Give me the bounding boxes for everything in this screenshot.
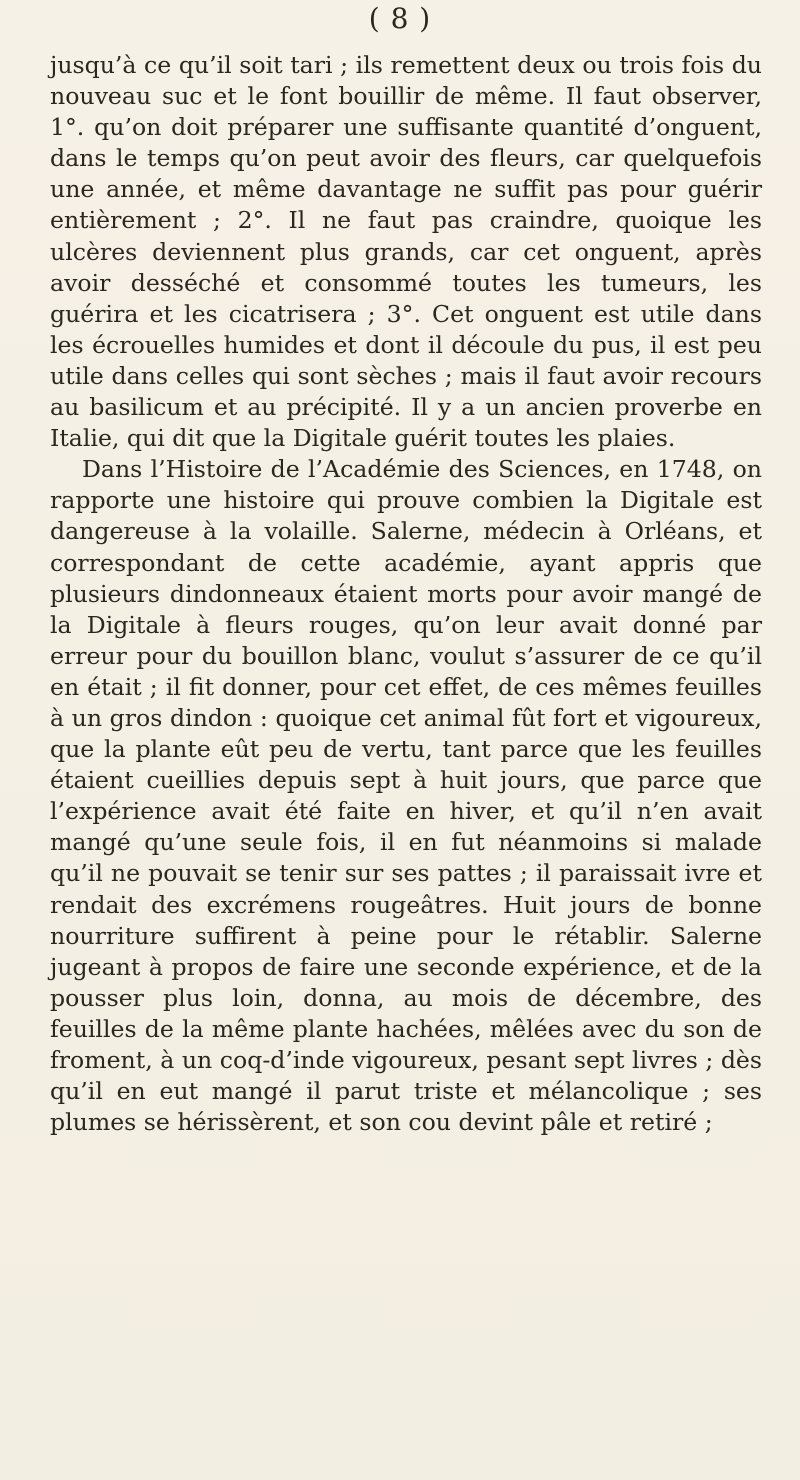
page-number: ( 8 ) (368, 2, 432, 35)
page-body (50, 50, 762, 1138)
paragraph-academie: Dans l’Histoire de l’Académie des Sciences, en 1748, on rapporte une histoire qui prouve combien la Digitale est dangereuse à la volaille. Salerne, médecin à Orléans, et correspondant de cette académie, ayant appris que plusieurs dindonneaux étaient morts pour avoir mangé de la Digitale à fleurs rouges, qu’on leur avait donné par erreur pour du bouillon blanc, voulut s’assurer de ce qu’il en était ; il fit donner, pour cet effet, de ces mêmes feuilles à un gros dindon : quoique cet animal fût fort et vigoureux, que la plante eût peu de vertu, tant parce que les feuilles étaient cueillies depuis sept à huit jours, que parce que l’expérience avait été faite en hiver, et qu’il n’en avait mangé qu’une seule fois, il en fut néanmoins si malade qu’il ne pouvait se tenir sur ses pattes ; il paraissait ivre et rendait des excrémens rougeâtres. Huit jours de bonne nourriture suffirent à peine pour le rétablir. Salerne jugeant à propos de faire une seconde expérience, et de la pousser plus loin, donna, au mois de décembre, des feuilles de la même plante hachées, mêlées avec du son de froment, à un coq-d’inde vigoureux, pesant sept livres ; dès qu’il en eut mangé il parut triste et mélancolique ; ses plumes se hérissèrent, et son cou devint pâle et retiré ; (50, 455, 762, 1137)
paragraph-onguent: jusqu’à ce qu’il soit tari ; ils remettent deux ou trois fois du nouveau suc et le font bouillir de même. Il faut observer, 1°. qu’on doit préparer une suffisante quantité d’onguent, dans le temps qu’on peut avoir des fleurs, car quelquefois une année, et même davantage ne suffit pas pour guérir entièrement ; 2°. Il ne faut pas craindre, quoique les ulcères deviennent plus grands, car cet onguent, après avoir desséché et consommé toutes les tumeurs, les guérira et les cicatrisera ; 3°. Cet onguent est utile dans les écrouelles humides et dont il découle du pus, il est peu utile dans celles qui sont sèches ; mais il faut avoir recours au basilicum et au précipité. Il y a un ancien proverbe en Italie, qui dit que la Digitale guérit toutes les plaies. (50, 51, 762, 453)
